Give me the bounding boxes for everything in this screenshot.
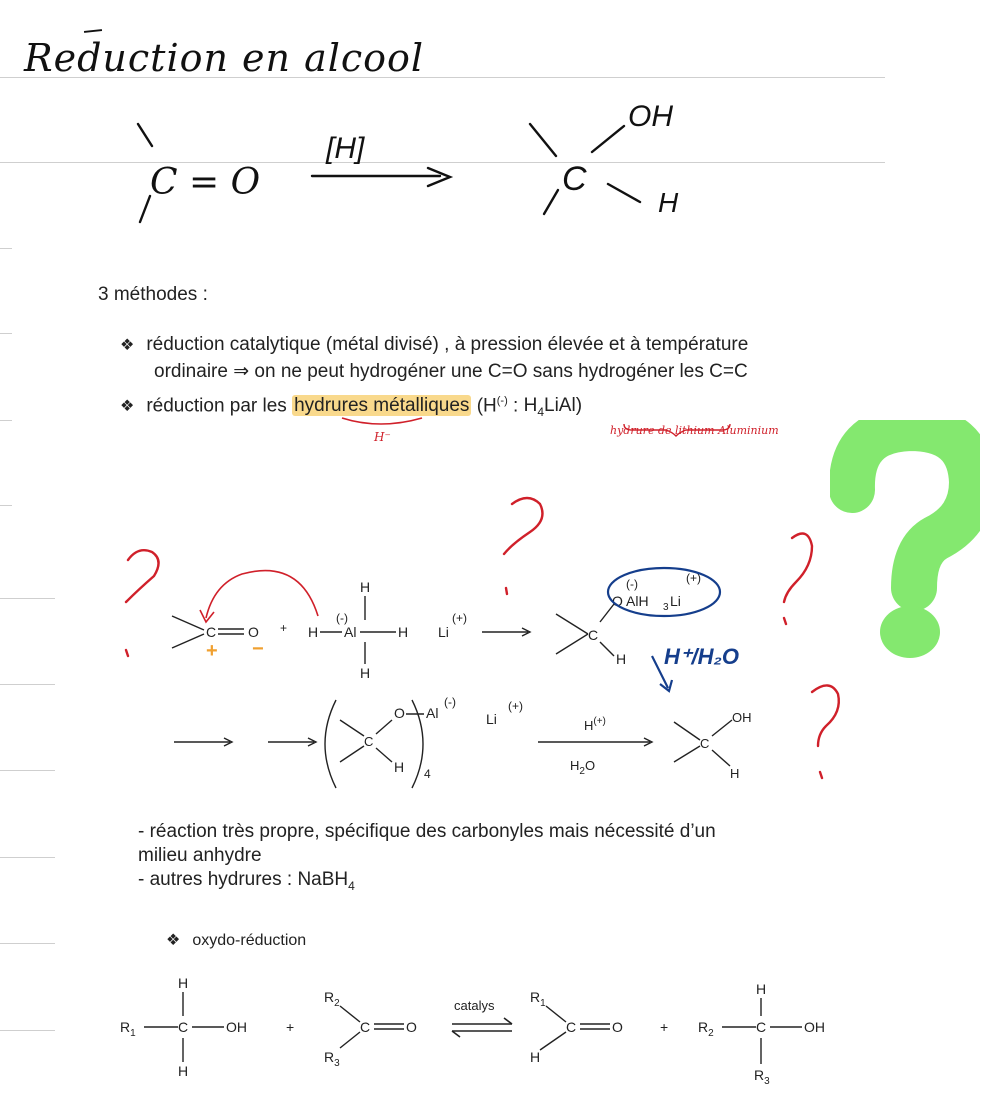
annotation-h-minus: H⁻ (374, 430, 391, 444)
highlighted-term: hydrures métalliques (294, 395, 470, 417)
row2-reagent-bottom: $H_2O$ (570, 758, 596, 777)
annotation-hydrure-name: hydrure de lithium Aluminium (610, 424, 779, 437)
bond-stroke (608, 184, 640, 202)
rule-line (0, 333, 12, 334)
method-2-paren: (H (476, 395, 497, 417)
red-question-mark-icon (504, 498, 542, 554)
right-bracket (412, 700, 423, 788)
oxydo-label: oxydo-réduction (192, 932, 307, 949)
rule-line (0, 248, 12, 249)
scheme-h: H (658, 187, 679, 218)
note-line-3 (138, 869, 355, 893)
final-oh: OH (732, 710, 752, 725)
rule-line (0, 857, 55, 858)
product-pos-charge: (+) (686, 571, 701, 585)
row2-pos: (+) (508, 699, 523, 713)
method-1-line-2: ordinaire ⇒ on ne peut hydrogéner une C=O sans hydrogéner les C=C (154, 361, 748, 382)
hydride-h-top: H (360, 579, 371, 595)
oxy-o2: O (406, 1019, 417, 1035)
scheme-carbon: C (562, 160, 587, 198)
oxy-h4: H (756, 981, 767, 997)
diamond-bullet-icon: ❖ (120, 398, 135, 416)
carbonyl-carbon: C (206, 624, 217, 640)
oxy-oh4: OH (804, 1019, 825, 1035)
catalyst-label: catalys (454, 998, 495, 1013)
oxy-c4: C (756, 1019, 767, 1035)
handwritten-reduction-scheme (0, 0, 1000, 230)
row2-subscript: 4 (424, 767, 431, 781)
bond-stroke (592, 126, 624, 152)
left-bracket (325, 700, 336, 788)
oxy-r1b: $R_1$ (530, 989, 546, 1009)
product-li: Li (670, 593, 681, 609)
al-charge: (-) (336, 611, 348, 625)
row2-neg: (-) (444, 695, 456, 709)
bond-stroke (138, 124, 152, 146)
scheme-oh: OH (628, 100, 673, 133)
product-carbon: C (588, 627, 599, 643)
oxy-o3: O (612, 1019, 623, 1035)
lithium-ion: Li (438, 624, 449, 640)
formula-rest: LiAl) (544, 395, 583, 417)
formula-h: H (523, 395, 538, 417)
bond-stroke (140, 196, 150, 222)
hydride-h-left: H (308, 624, 319, 640)
aluminum-atom: Al (344, 624, 357, 640)
methods-intro: 3 méthodes : (98, 284, 208, 305)
formula-sub: 4 (537, 405, 545, 420)
diamond-bullet-icon: ❖ (120, 337, 135, 354)
method-catalytic (120, 332, 950, 385)
product-oalh: O AlH (612, 593, 649, 609)
oxy-h-ald: H (530, 1049, 541, 1065)
note-line-2: milieu anhydre (138, 845, 262, 866)
page-title: Reduction en alcool (24, 36, 425, 80)
bond-stroke (544, 190, 558, 214)
oxydo-reduction-scheme (0, 970, 1000, 1109)
method-1-line-1: réduction catalytique (métal divisé) , à pression élevée et à température (146, 334, 749, 355)
final-h: H (730, 766, 740, 781)
oxy-r1: $R_1$ (120, 1019, 136, 1039)
scheme-reagent: [H] (326, 132, 365, 165)
diamond-bullet-icon: ❖ (166, 932, 181, 949)
oxy-c1: C (178, 1019, 189, 1035)
row2-carbon: C (364, 734, 374, 749)
row2-aluminum: Al (426, 705, 439, 721)
oxy-c2: C (360, 1019, 371, 1035)
oxy-r2b: $R_2$ (698, 1019, 714, 1039)
note-line-3-text: - autres hydrures : NaBH (138, 869, 349, 890)
carbonyl-oxygen: O (248, 624, 259, 640)
product-h: H (616, 651, 627, 667)
oxy-oh1: OH (226, 1019, 247, 1035)
method-2-charge: (-) (496, 395, 508, 407)
scheme-left-carbonyl: C = O (150, 162, 261, 203)
blue-hand-note: H⁺/H₂O (664, 644, 740, 669)
note-line-3-sub: 4 (348, 878, 355, 893)
oxydo-heading (166, 930, 306, 950)
row2-reagent-top: H(+) (584, 716, 606, 733)
product-neg-charge: (-) (626, 577, 638, 591)
oxy-plus-1: + (286, 1019, 295, 1035)
hydride-h-right: H (398, 624, 409, 640)
reaction-notes (138, 820, 898, 898)
oxy-h1-bottom: H (178, 1063, 189, 1079)
partial-positive: + (206, 640, 218, 662)
plus-sign: + (280, 621, 288, 635)
hydride-h-bottom: H (360, 665, 371, 681)
row2-oxygen: O (394, 705, 405, 721)
oxy-c3: C (566, 1019, 577, 1035)
product-sub3: 3 (663, 602, 669, 613)
red-underline (342, 418, 422, 424)
bond-stroke (530, 124, 556, 156)
final-carbon: C (700, 736, 710, 751)
method-2-prefix: réduction par les (146, 395, 287, 417)
rule-line (0, 943, 55, 944)
li-charge: (+) (452, 611, 467, 625)
oxy-r3: $R_3$ (324, 1049, 340, 1069)
curved-electron-arrow (206, 571, 318, 618)
row2-li: Li (486, 711, 497, 727)
method-2-colon: : (507, 395, 524, 417)
oxy-r3b: $R_3$ (754, 1067, 770, 1087)
mechanism-row-1 (0, 560, 1000, 700)
partial-negative: − (252, 638, 264, 660)
oxy-r2: $R_2$ (324, 989, 340, 1009)
row2-h: H (394, 759, 405, 775)
oxy-plus-2: + (660, 1019, 669, 1035)
mechanism-row-2 (0, 690, 1000, 800)
oxy-h1-top: H (178, 975, 189, 991)
note-line-1: - réaction très propre, spécifique des carbonyles mais nécessité d’un (138, 821, 716, 842)
